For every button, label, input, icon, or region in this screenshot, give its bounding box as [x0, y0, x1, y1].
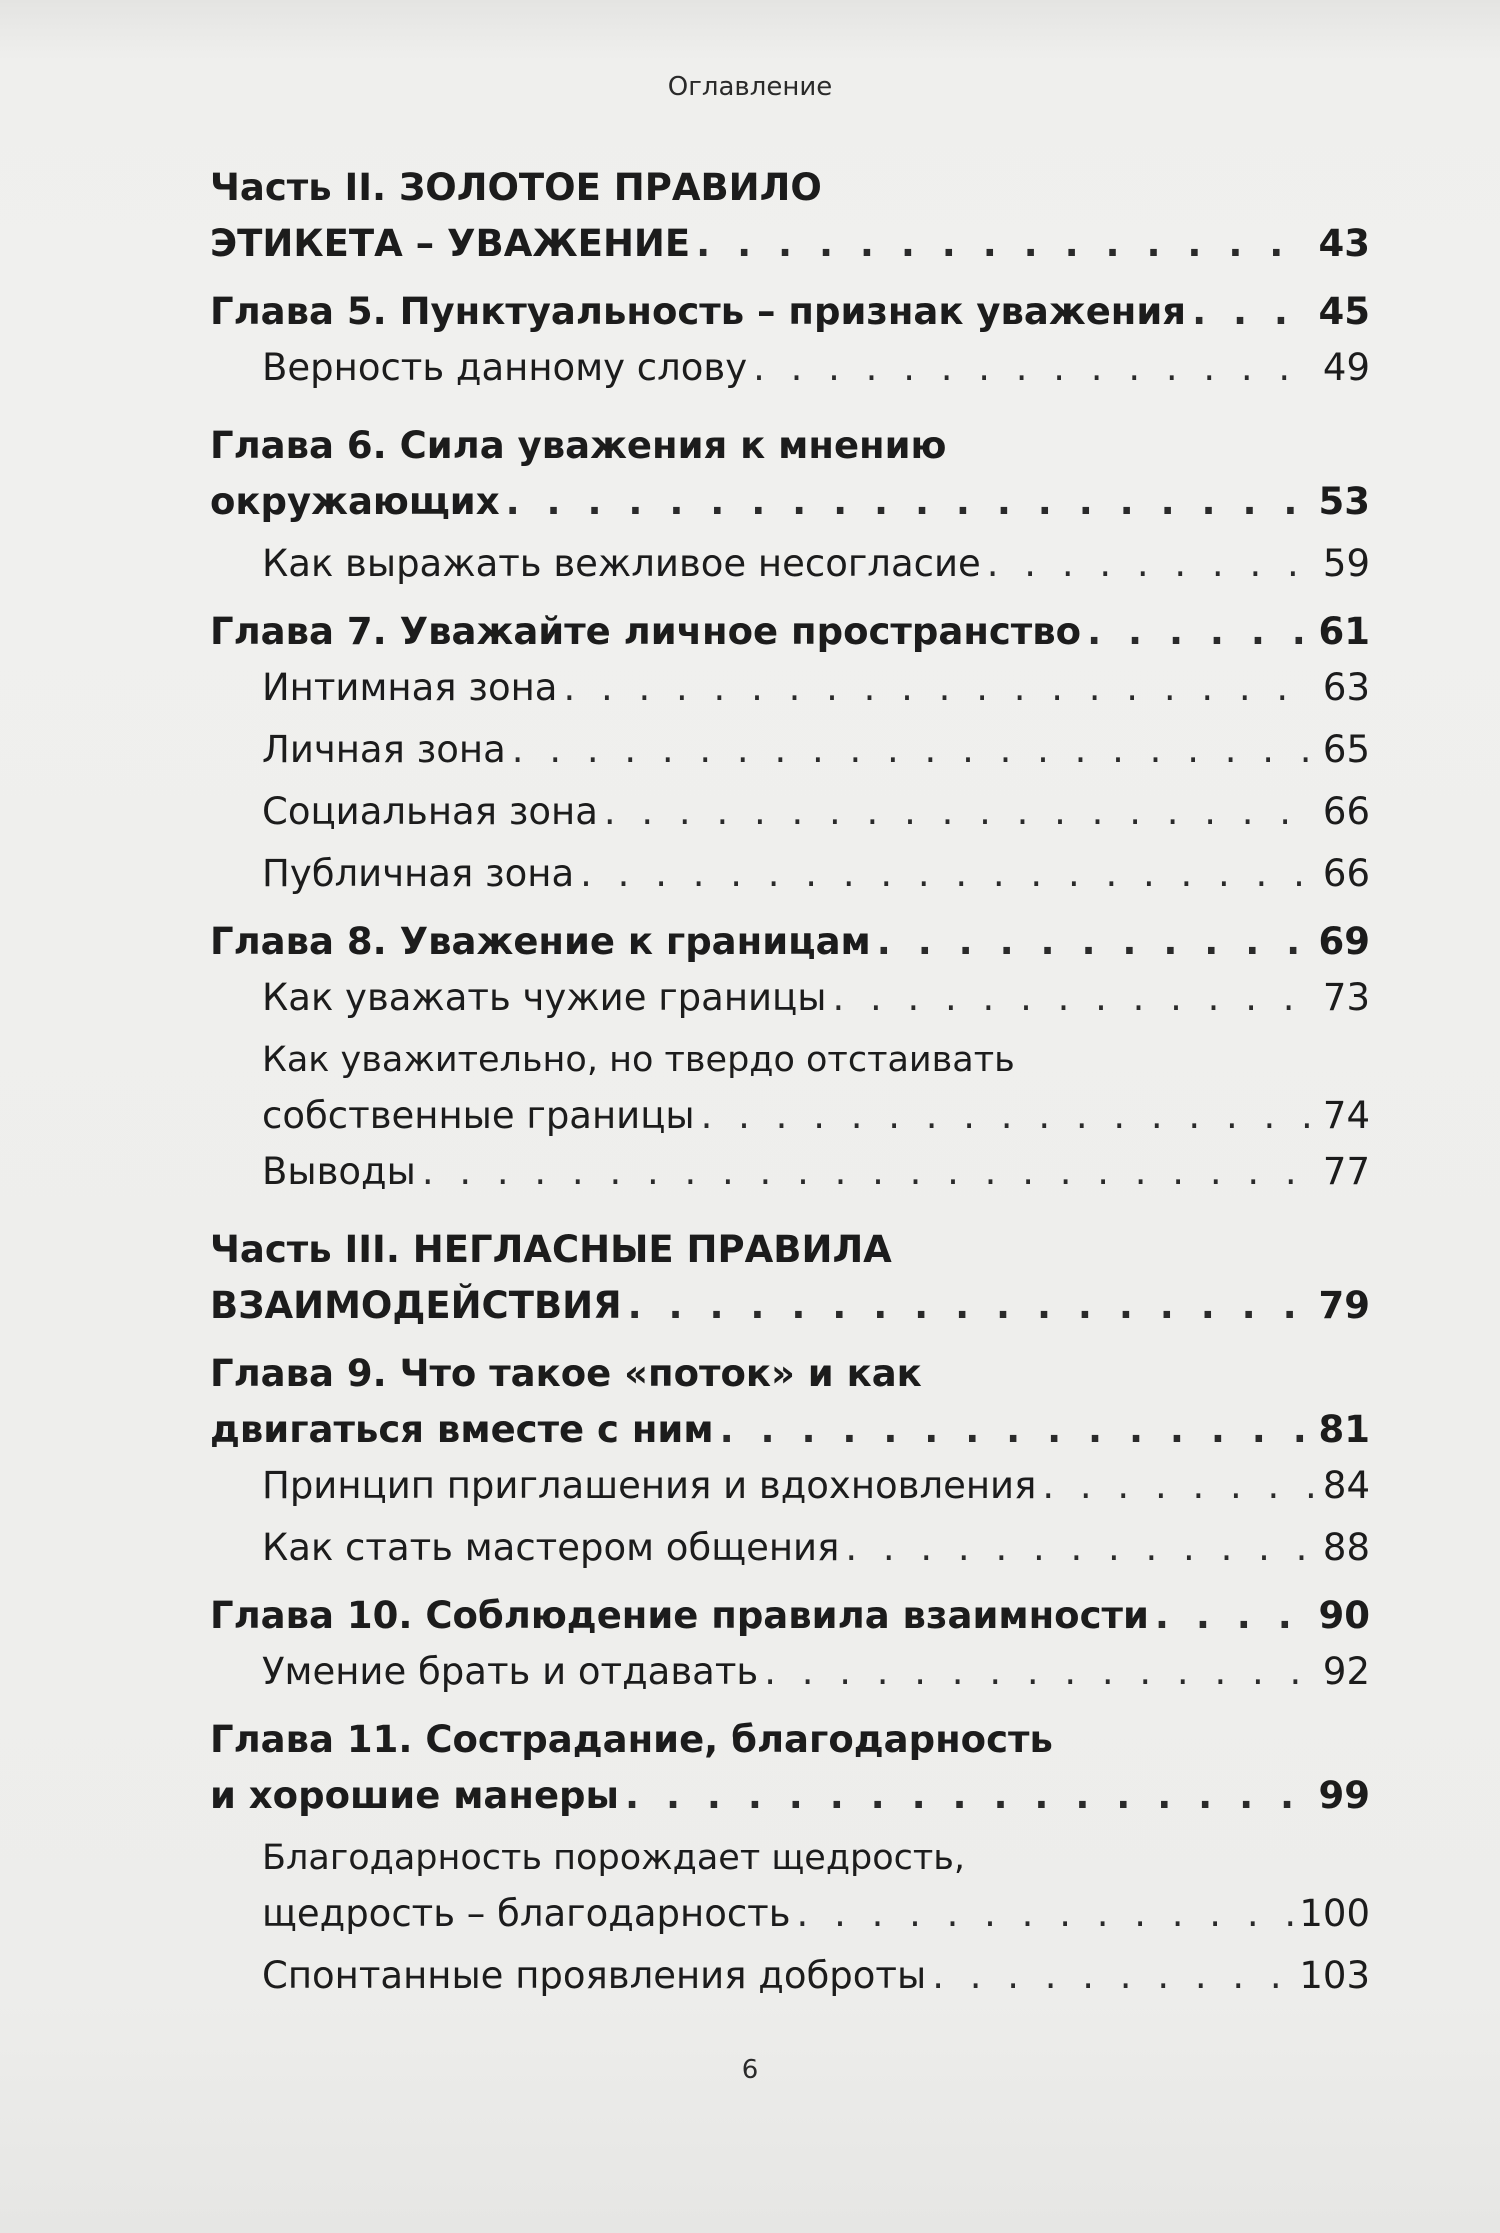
toc-page-number: 100: [1299, 1892, 1370, 1935]
toc-entry-title: Как выражать вежливое несогласие: [262, 542, 981, 585]
toc-page-number: 77: [1322, 1150, 1370, 1193]
toc-entry-title-line: ВЗАИМОДЕЙСТВИЯ: [210, 1284, 622, 1327]
toc-entry-title-line: собственные границы: [262, 1094, 695, 1137]
toc-entry-chapter-5: [210, 284, 1370, 340]
toc-entry-title: Как уважать чужие границы: [262, 976, 827, 1019]
leader-dots: [832, 970, 1316, 1026]
toc-page-number: 99: [1318, 1774, 1370, 1817]
toc-page-number: 66: [1322, 852, 1370, 895]
toc-entry-title-line: Часть II. ЗОЛОТОЕ ПРАВИЛО: [210, 166, 822, 209]
toc-entry-chapter-6: [210, 418, 1370, 530]
toc-entry-section: [210, 1644, 1370, 1700]
toc-entry-section: [210, 970, 1370, 1026]
leader-dots: [506, 474, 1313, 530]
leader-dots: [1087, 604, 1312, 660]
toc-page-number: 88: [1322, 1526, 1370, 1569]
toc-entry-title: Принцип приглашения и вдохновления: [262, 1464, 1037, 1507]
toc-entry-title-line: и хорошие манеры: [210, 1774, 620, 1817]
table-of-contents: [210, 160, 1370, 2004]
toc-entry-title: Глава 10. Соблюдение правила взаимности: [210, 1594, 1149, 1637]
toc-entry-section: [210, 1458, 1370, 1514]
leader-dots: [563, 660, 1316, 716]
toc-entry-title: Глава 5. Пунктуальность – признак уважения: [210, 290, 1187, 333]
toc-page-number: 73: [1322, 976, 1370, 1019]
toc-entry-title: Спонтанные проявления доброты: [262, 1954, 927, 1997]
leader-dots: [422, 1144, 1317, 1200]
leader-dots: [764, 1644, 1317, 1700]
toc-entry-section: [210, 660, 1370, 716]
toc-entry-part-2: [210, 160, 1370, 272]
toc-entry-section: [210, 536, 1370, 592]
leader-dots: [845, 1520, 1317, 1576]
toc-entry-chapter-10: [210, 1588, 1370, 1644]
leader-dots: [720, 1402, 1313, 1458]
toc-entry-title: Публичная зона: [262, 852, 575, 895]
toc-entry-section: [210, 722, 1370, 778]
toc-entry-section: [210, 1520, 1370, 1576]
toc-entry-title: Личная зона: [262, 728, 506, 771]
page-number: 6: [741, 2055, 759, 2085]
toc-entry-title: Выводы: [262, 1150, 416, 1193]
leader-dots: [932, 1948, 1293, 2004]
toc-entry-chapter-8: [210, 914, 1370, 970]
toc-entry-title-line: двигаться вместе с ним: [210, 1408, 714, 1451]
toc-page-number: 61: [1318, 610, 1370, 653]
leader-dots: [797, 1886, 1294, 1942]
leader-dots: [1155, 1588, 1313, 1644]
toc-entry-section: [210, 784, 1370, 840]
leader-dots: [696, 216, 1312, 272]
leader-dots: [604, 784, 1317, 840]
leader-dots: [753, 340, 1317, 396]
toc-entry-title: Верность данному слову: [262, 346, 748, 389]
toc-entry-section: [210, 1144, 1370, 1200]
toc-entry-title: Интимная зона: [262, 666, 558, 709]
toc-page-number: 69: [1318, 920, 1370, 963]
toc-entry-title-line: Как уважительно, но твердо отстаивать: [262, 1040, 1015, 1080]
leader-dots: [580, 846, 1317, 902]
toc-page-number: 103: [1299, 1954, 1370, 1997]
toc-entry-title-line: щедрость – благодарность: [262, 1892, 791, 1935]
toc-page-number: 81: [1318, 1408, 1370, 1451]
toc-entry-title-line: Глава 6. Сила уважения к мнению: [210, 424, 947, 467]
leader-dots: [877, 914, 1313, 970]
toc-page-number: 65: [1322, 728, 1370, 771]
leader-dots: [1042, 1458, 1317, 1514]
toc-page-number: 43: [1318, 222, 1370, 265]
toc-entry-title-line: Часть III. НЕГЛАСНЫЕ ПРАВИЛА: [210, 1228, 892, 1271]
leader-dots: [628, 1278, 1313, 1334]
toc-page-number: 79: [1318, 1284, 1370, 1327]
leader-dots: [1192, 284, 1312, 340]
toc-page-number: 45: [1318, 290, 1370, 333]
toc-entry-title: Глава 8. Уважение к границам: [210, 920, 871, 963]
toc-entry-section: [210, 846, 1370, 902]
toc-entry-title-line: Глава 9. Что такое «поток» и как: [210, 1352, 922, 1395]
toc-page-number: 74: [1322, 1094, 1370, 1137]
toc-entry-title-line: ЭТИКЕТА – УВАЖЕНИЕ: [210, 222, 691, 265]
toc-entry-chapter-9: [210, 1346, 1370, 1458]
leader-dots: [701, 1088, 1317, 1144]
toc-page-number: 59: [1322, 542, 1370, 585]
toc-entry-section: [210, 1032, 1370, 1144]
toc-page-number: 90: [1318, 1594, 1370, 1637]
leader-dots: [512, 722, 1317, 778]
toc-entry-chapter-11: [210, 1712, 1370, 1824]
leader-dots: [987, 536, 1317, 592]
toc-page-number: 66: [1322, 790, 1370, 833]
toc-entry-part-3: [210, 1222, 1370, 1334]
toc-entry-section: [210, 1948, 1370, 2004]
toc-entry-chapter-7: [210, 604, 1370, 660]
toc-entry-title-line: Глава 11. Сострадание, благодарность: [210, 1718, 1053, 1761]
toc-page-number: 92: [1322, 1650, 1370, 1693]
toc-entry-title-line: окружающих: [210, 480, 500, 523]
toc-entry-title: Умение брать и отдавать: [262, 1650, 759, 1693]
toc-page-number: 53: [1318, 480, 1370, 523]
toc-page-number: 63: [1322, 666, 1370, 709]
toc-entry-title: Глава 7. Уважайте личное пространство: [210, 610, 1082, 653]
toc-entry-title-line: Благодарность порождает щедрость,: [262, 1838, 966, 1878]
toc-entry-title: Как стать мастером общения: [262, 1526, 840, 1569]
running-head: Оглавление: [667, 72, 833, 102]
toc-entry-section: [210, 1830, 1370, 1942]
leader-dots: [625, 1768, 1312, 1824]
toc-entry-title: Социальная зона: [262, 790, 598, 833]
toc-entry-section: [210, 340, 1370, 396]
toc-page-number: 49: [1322, 346, 1370, 389]
toc-page-number: 84: [1322, 1464, 1370, 1507]
